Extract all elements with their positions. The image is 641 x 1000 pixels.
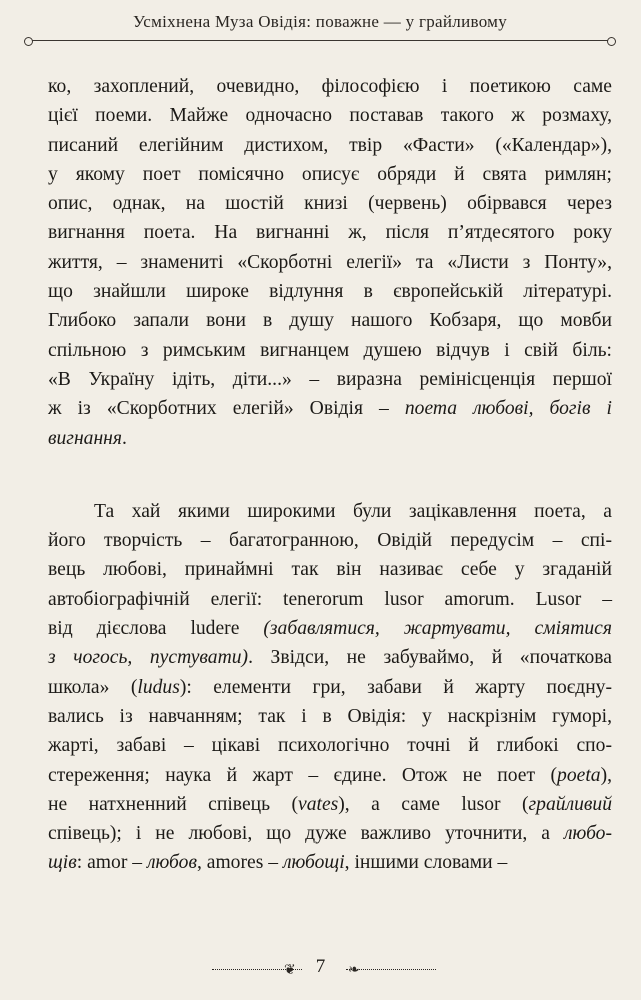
text-segment: вигнання поета. На вигнанні ж, після п’ятдесятого року [48, 222, 612, 244]
text-line [48, 218, 612, 247]
italic-text: грайливий [528, 793, 613, 815]
italic-text: щів [48, 852, 77, 874]
text-segment: школа» ( [48, 676, 138, 698]
text-line [48, 189, 612, 218]
text-segment: опис, однак, на шостій книзі (червень) обірвався через [48, 193, 612, 215]
text-segment: життя, – знамениті «Скорботні елегії» та «Листи з Понту», [48, 251, 612, 273]
text-line [48, 526, 612, 555]
text-segment: ), [600, 764, 612, 786]
text-line [48, 555, 612, 584]
text-line [48, 101, 612, 130]
text-segment: що знайшли широке відлуння в європейській літературі. [48, 281, 612, 303]
text-segment: у якому поет помісячно описує обряди й свята римлян; [48, 163, 612, 185]
text-segment: , іншими словами – [344, 852, 508, 874]
text-line [48, 424, 612, 453]
text-segment: його творчість – багатогранною, Овідій передусім – спі- [48, 530, 612, 552]
italic-text: vates [298, 793, 339, 815]
paragraph-gap [48, 453, 612, 497]
text-segment: цієї поеми. Майже одночасно поставав такого ж розмаху, [48, 105, 612, 127]
text-segment: не натхненний співець ( [48, 793, 299, 815]
running-header [30, 6, 610, 42]
text-segment: вець любові, принаймні так він називає себе у згаданій [48, 559, 612, 581]
text-line [48, 643, 612, 672]
text-line [48, 702, 612, 731]
text-line [48, 614, 612, 643]
text-segment: ж із «Скорботних елегій» Овідія – [48, 398, 405, 420]
text-line [48, 131, 612, 160]
text-line [48, 731, 612, 760]
text-line [48, 819, 612, 848]
text-segment: ко, захоплений, очевидно, філософією і поетикою саме [48, 76, 612, 97]
text-line [48, 365, 612, 394]
text-segment: писаний елегійним дистихом, твір «Фасти» («Календар»), [48, 134, 612, 156]
running-header-title: Усміхнена Муза Овідія: поважне — у грайливому [132, 12, 508, 31]
italic-text: ludus [137, 676, 180, 698]
text-line [48, 336, 612, 365]
text-segment: «В Україну ідіть, діти...» – виразна ремінісценція першої [48, 368, 612, 390]
page-footer [0, 950, 641, 990]
text-segment: вались із навчанням; так і в Овідія: у наскрізнім гуморі, [48, 705, 612, 727]
paragraph-1 [48, 72, 612, 453]
text-segment: . Звідси, не забуваймо, й «початкова [248, 647, 612, 669]
text-segment: ): елементи гри, забави й жарту поєдну- [179, 676, 612, 698]
body-text [48, 72, 612, 878]
text-segment: жарті, забаві – цікаві психологічно точні й глибокі спо- [48, 735, 612, 757]
text-segment: співець); і не любові, що дуже важливо уточнити, а [48, 823, 564, 845]
text-segment: від дієслова ludere [48, 618, 264, 640]
italic-text: любощі [282, 852, 345, 874]
text-line [48, 248, 612, 277]
leaf-right-icon: ❧ [348, 963, 360, 978]
text-segment: : amor – [76, 852, 147, 874]
italic-text: любо- [563, 823, 612, 845]
text-segment: Та хай якими широкими були зацікавлення поета, а [94, 500, 612, 522]
text-line [48, 497, 612, 526]
text-line [48, 394, 612, 423]
text-segment: стереження; наука й жарт – єдине. Отож не поет ( [48, 764, 558, 786]
text-segment: ), а саме lusor ( [338, 793, 529, 815]
text-segment: спільною з римським вигнанцем душею відчув і свій біль: [48, 339, 612, 361]
text-line [48, 790, 612, 819]
text-line [48, 673, 612, 702]
text-line [48, 72, 612, 101]
leaf-left-icon: ❦ [284, 963, 296, 978]
italic-text: любов [146, 852, 197, 874]
ornament-right-icon [346, 969, 436, 970]
text-line [48, 277, 612, 306]
text-line [48, 306, 612, 335]
italic-text: вигнання [48, 427, 123, 449]
italic-text: (забавлятися, жартувати, сміятися [263, 618, 612, 640]
text-line [48, 160, 612, 189]
page-number: 7 [315, 956, 326, 977]
text-segment: , amores – [196, 852, 283, 874]
italic-text: поета любові, богів і [404, 398, 613, 420]
text-segment: . [122, 427, 127, 449]
italic-text: з чогось, пустувати) [48, 647, 249, 669]
header-rule-divider [30, 40, 610, 41]
text-line [48, 585, 612, 614]
text-line [48, 848, 612, 877]
text-segment: автобіографічній елегії: tenerorum lusor amorum. Lusor – [48, 588, 612, 610]
text-line [48, 761, 612, 790]
text-segment: Глибоко запали вони в душу нашого Кобзаря, що мовби [48, 310, 612, 332]
paragraph-2 [48, 497, 612, 878]
italic-text: poeta [557, 764, 601, 786]
